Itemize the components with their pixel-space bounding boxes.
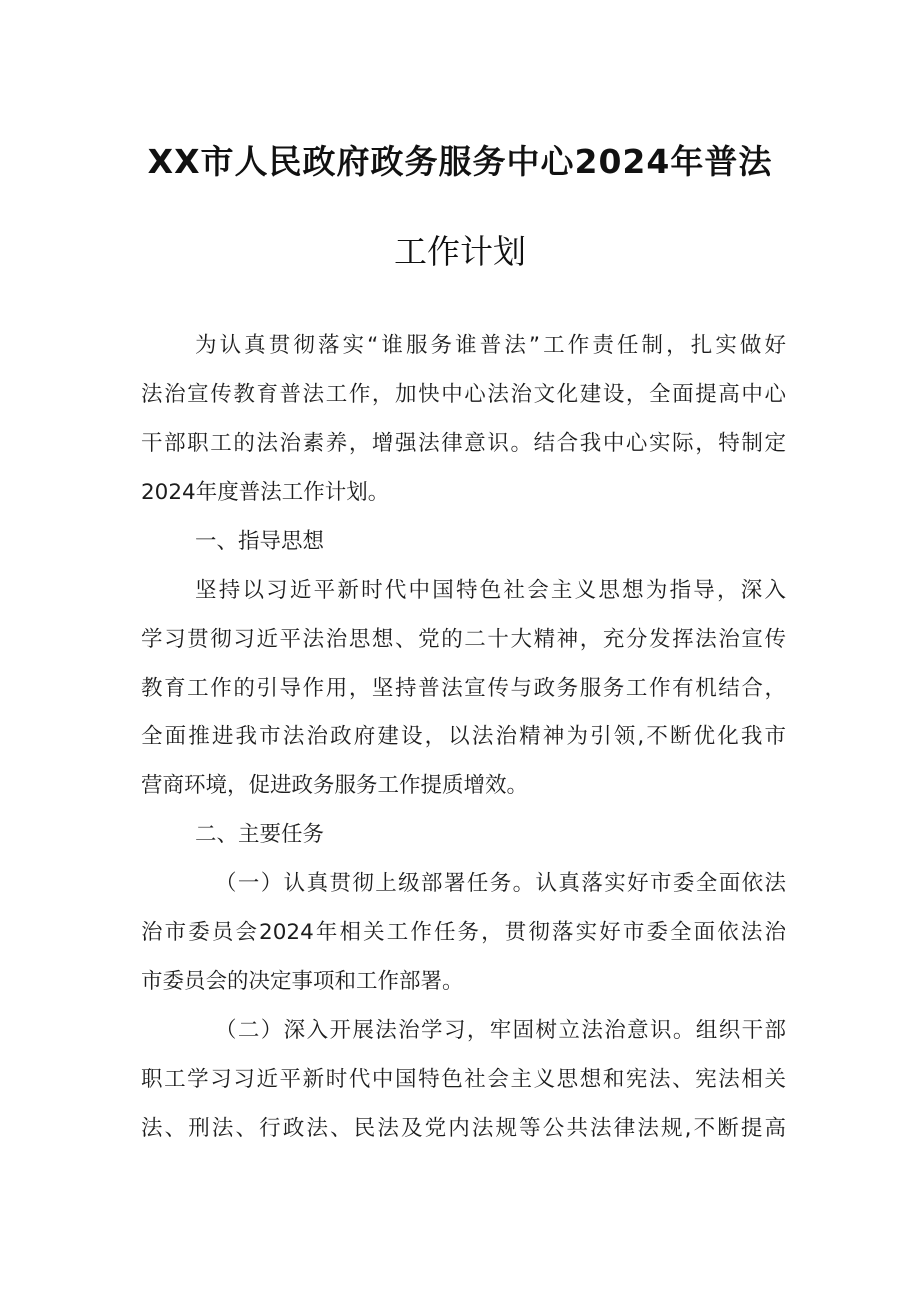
intro-line-3: 干部职工的法治素养，增强法律意识。结合我中心实际，特制定 — [141, 431, 786, 456]
document-title-line-1: XX市人民政府政务服务中心2024年普法 — [147, 142, 773, 181]
section-1-line-2: 学习贯彻习近平法治思想、党的二十大精神，充分发挥法治宣传 — [141, 627, 786, 652]
task-1-line-1: （一）认真贯彻上级部署任务。认真落实好市委全面依法 — [215, 871, 786, 896]
section-1-line-3: 教育工作的引导作用，坚持普法宣传与政务服务工作有机结合， — [141, 676, 786, 701]
document-title-line-2: 工作计划 — [394, 232, 526, 271]
task-2-line-3: 法、刑法、行政法、民法及党内法规等公共法律法规,不断提高 — [141, 1116, 786, 1141]
section-1-line-1: 坚持以习近平新时代中国特色社会主义思想为指导，深入 — [195, 578, 786, 603]
task-1-line-2: 治市委员会2024年相关工作任务，贯彻落实好市委全面依法治 — [141, 920, 786, 945]
section-1-line-5: 营商环境，促进政务服务工作提质增效。 — [141, 773, 529, 798]
task-1-line-3: 市委员会的决定事项和工作部署。 — [141, 969, 464, 994]
task-2-line-1: （二）深入开展法治学习，牢固树立法治意识。组织干部 — [215, 1018, 786, 1043]
section-1-line-4: 全面推进我市法治政府建设，以法治精神为引领,不断优化我市 — [141, 724, 786, 749]
section-1-heading: 一、指导思想 — [195, 529, 325, 554]
intro-line-1: 为认真贯彻落实“谁服务谁普法”工作责任制，扎实做好 — [195, 333, 786, 358]
intro-line-4: 2024年度普法工作计划。 — [141, 480, 390, 505]
intro-line-2: 法治宣传教育普法工作，加快中心法治文化建设，全面提高中心 — [141, 382, 786, 407]
task-2-line-2: 职工学习习近平新时代中国特色社会主义思想和宪法、宪法相关 — [141, 1067, 786, 1092]
section-2-heading: 二、主要任务 — [195, 822, 325, 847]
